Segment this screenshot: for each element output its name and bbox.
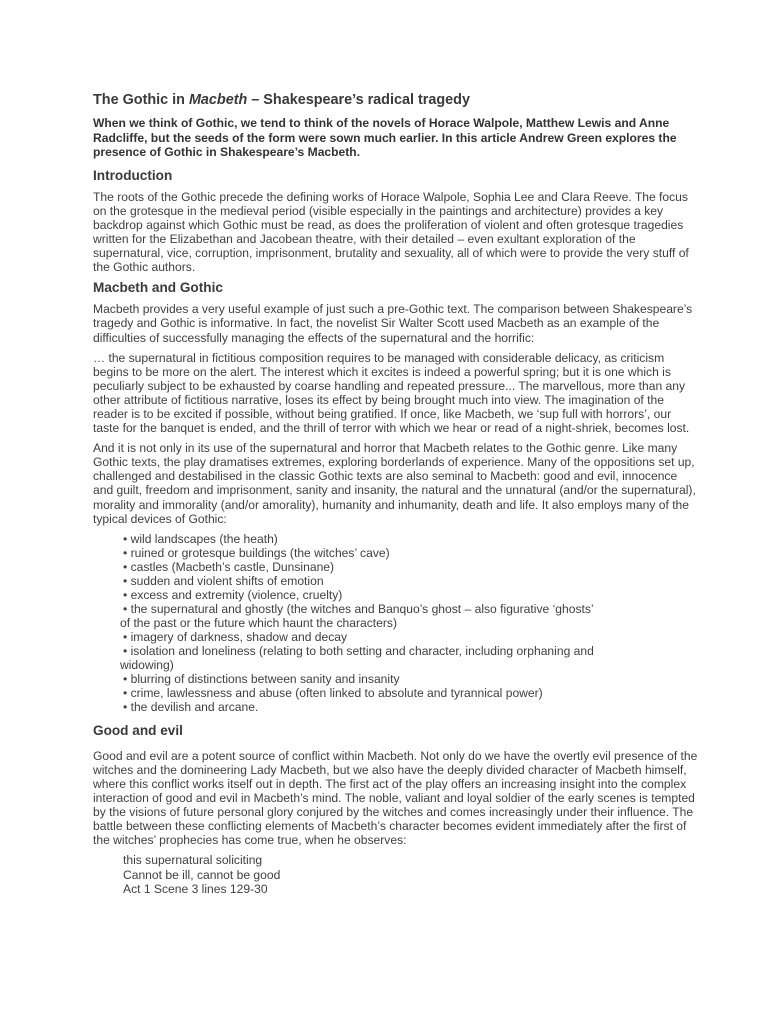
list-item-text: • the devilish and arcane. [123,699,259,714]
list-item [123,532,698,546]
list-item [123,588,698,602]
list-item-text: • the supernatural and ghostly (the witches and Banquo’s ghost – also figurative ‘ghosts’ [123,601,594,616]
verse-line: Cannot be ill, cannot be good [123,867,281,882]
list-item [123,546,698,560]
list-item [120,643,698,672]
list-item-text: • sudden and violent shifts of emotion [123,573,324,588]
article-title [93,92,698,109]
list-item-text: • crime, lawlessness and abuse (often linked to absolute and tyrannical power) [123,685,543,700]
article-standfirst: When we think of Gothic, we tend to think of the novels of Horace Walpole, Matthew Lewis and Anne Radcliffe, but the seeds of the form were sown much earlier. In this article Andrew Green explores the presence of Gothic in Shakespeare’s Macbeth. [93,116,677,160]
verse-citation: Act 1 Scene 3 lines 129-30 [123,882,268,897]
list-item-text: • excess and extremity (violence, cruelty) [123,587,343,602]
introduction-paragraph: The roots of the Gothic precede the defining works of Horace Walpole, Sophia Lee and Clara Reeve. The focus on the grotesque in the medieval period (visible especially in the paintings and architecture) provides a key backdrop against which Gothic must be read, as does the proliferation of violent and often grotesque tragedies written for the Elizabethan and Jacobean theatre, with their detailed – even exultant exploration of the supernatural, vice, corruption, imprisonment, brutality and sexuality, all of which were to provide the very stuff of the Gothic authors. [93,189,689,275]
list-item [123,574,698,588]
list-item [123,630,698,644]
section-heading-macbeth-and-gothic: Macbeth and Gothic [93,280,223,296]
list-item-continuation: widowing) [120,657,174,672]
list-item-continuation: of the past or the future which haunt the characters) [120,615,397,630]
section-heading-good-and-evil: Good and evil [93,722,183,738]
list-item-text: • castles (Macbeth’s castle, Dunsinane) [123,559,335,574]
list-item [123,700,698,714]
scott-quotation: … the supernatural in fictitious composition requires to be managed with considerable delicacy, as criticism begins to be more on the alert. The interest which it excites is indeed a powerful spring; but it is one which is peculiarly subject to be exhausted by coarse handling and repeated pressure... The marvellous, more than any other attribute of fictitious narrative, loses its effect by being brought much into view. The imagination of the reader is to be excited if possible, without being gratified. If once, like Macbeth, we ‘sup full with horrors’, our taste for the banquet is ended, and the thrill of terror with which we hear or read of a night-shriek, becomes lost. [93,350,690,436]
list-item-text: • ruined or grotesque buildings (the witches’ cave) [123,545,390,560]
list-item [123,560,698,574]
list-item-text: • isolation and loneliness (relating to both setting and character, including orphaning and [123,643,594,658]
section-heading-introduction: Introduction [93,167,173,183]
title-part-1: The Gothic in [93,92,189,108]
macbeth-gothic-paragraph-2: And it is not only in its use of the supernatural and horror that Macbeth relates to the Gothic genre. Like many Gothic texts, the play dramatises extremes, exploring borderlands of experience. Many of the oppositions set up, challenged and destabilised in the classic Gothic texts are also seminal to Macbeth: good and evil, innocence and guilt, freedom and imprisonment, sanity and insanity, the natural and the unnatural (and/or the supernatural), morality and immorality (and/or amorality), humanity and inhumanity, death and life. It also employs many of the typical devices of Gothic: [93,441,696,526]
list-item [120,601,698,630]
verse-line: this supernatural soliciting [123,853,263,868]
title-part-2: – Shakespeare’s radical tragedy [247,92,470,108]
verse-quotation [123,853,698,896]
list-item [123,686,698,700]
macbeth-gothic-paragraph-1: Macbeth provides a very useful example of just such a pre-Gothic text. The comparison between Shakespeare’s tragedy and Gothic is informative. In fact, the novelist Sir Walter Scott used Macbeth as an example of the difficulties of successfully managing the effects of the supernatural and the horrific: [93,302,693,345]
good-evil-paragraph: Good and evil are a potent source of conflict within Macbeth. Not only do we have the overtly evil presence of the witches and the domineering Lady Macbeth, but we also have the deeply divided character of Macbeth himself, where this conflict works itself out in depth. The first act of the play offers an increasing insight into the complex interaction of good and evil in Macbeth’s mind. The noble, valiant and loyal soldier of the early scenes is tempted by the visions of future personal glory conjured by the witches and comes increasingly under their influence. The battle between these conflicting elements of Macbeth’s character becomes evident immediately after the first of the witches’ prophecies has come true, when he observes: [93,748,698,848]
list-item-text: • imagery of darkness, shadow and decay [123,629,348,644]
list-item-text: • blurring of distinctions between sanity and insanity [123,671,400,686]
title-italic-play-name: Macbeth [188,92,248,108]
list-item [123,672,698,686]
gothic-devices-list [93,532,698,714]
list-item-text: • wild landscapes (the heath) [123,531,278,546]
